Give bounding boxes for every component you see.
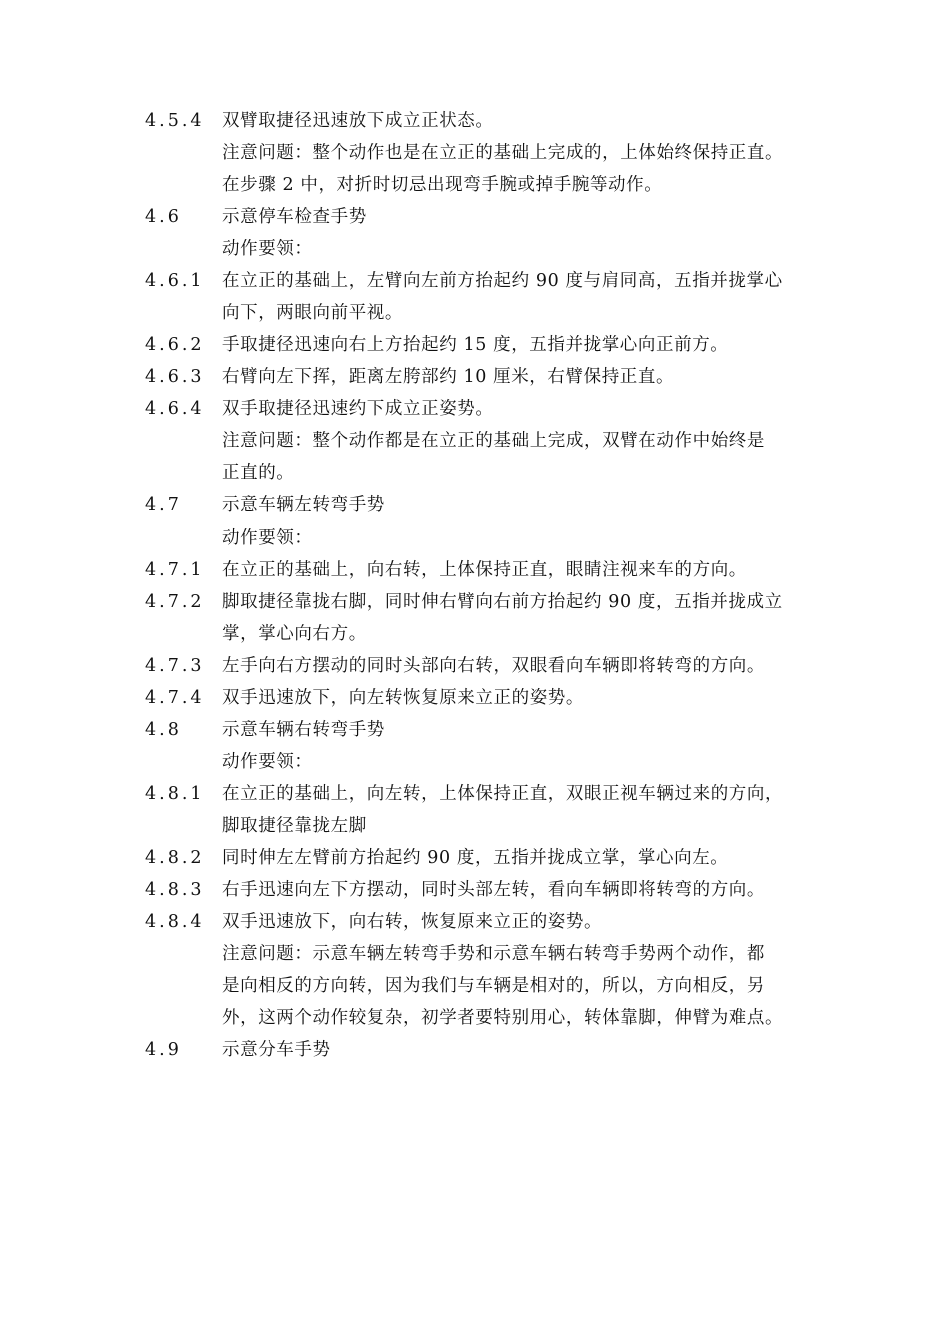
line-text: 示意车辆左转弯手势: [222, 495, 385, 516]
text-line: [0, 137, 950, 169]
section-number: 4.8.2: [145, 847, 205, 868]
line-text: 注意问题：整个动作都是在立正的基础上完成，双臂在动作中始终是: [222, 431, 765, 452]
section-number: 4.6.2: [145, 335, 205, 356]
section-number: 4.7.1: [145, 559, 205, 580]
line-text: 在立正的基础上，向左转，上体保持正直，双眼正视车辆过来的方向，: [222, 783, 784, 804]
text-line: [0, 457, 950, 489]
section-number: 4.9: [145, 1040, 182, 1061]
section-number: 4.6.4: [145, 399, 205, 420]
line-text: 同时伸左左臂前方抬起约 90 度，五指并拢成立掌，掌心向左。: [222, 847, 729, 868]
line-text: 向下，两眼向前平视。: [222, 303, 403, 324]
text-line: [0, 361, 950, 393]
line-text: 脚取捷径靠拢右脚，同时伸右臂向右前方抬起约 90 度，五指并拢成立: [222, 591, 783, 612]
line-text: 在立正的基础上，向右转，上体保持正直，眼睛注视来车的方向。: [222, 559, 747, 580]
line-text: 双手迅速放下，向左转恢复原来立正的姿势。: [222, 687, 584, 708]
section-number: 4.8: [145, 719, 182, 740]
line-text: 双手取捷径迅速约下成立正姿势。: [222, 399, 494, 420]
text-line: [0, 522, 950, 554]
text-line: [0, 810, 950, 842]
section-number: 4.8.4: [145, 912, 205, 932]
text-line: [0, 842, 950, 874]
text-line: [0, 682, 950, 714]
text-line: [0, 265, 950, 297]
line-text: 左手向右方摆动的同时头部向右转，双眼看向车辆即将转弯的方向。: [222, 655, 765, 676]
text-line: [0, 329, 950, 361]
line-text: 正直的。: [222, 463, 295, 484]
text-line: [0, 1002, 950, 1034]
line-text: 双臂取捷径迅速放下成立正状态。: [222, 111, 494, 131]
text-line: [0, 586, 950, 618]
section-number: 4.8.1: [145, 783, 205, 804]
text-line: [0, 650, 950, 682]
line-text: 动作要领：: [222, 239, 313, 260]
text-line: [0, 489, 950, 521]
text-line: [0, 201, 950, 233]
section-number: 4.7: [145, 495, 182, 516]
text-line: [0, 714, 950, 746]
text-line: [0, 393, 950, 425]
text-line: [0, 970, 950, 1002]
text-line: [0, 233, 950, 265]
text-line: [0, 778, 950, 810]
section-number: 4.6.3: [145, 367, 205, 388]
section-number: 4.6: [145, 207, 182, 228]
text-line: [0, 297, 950, 329]
line-text: 在步骤 2 中，对折时切忌出现弯手腕或掉手腕等动作。: [222, 175, 663, 196]
text-line: [0, 874, 950, 906]
text-line: [0, 746, 950, 778]
line-text: 注意问题：示意车辆左转弯手势和示意车辆右转弯手势两个动作，都: [222, 944, 765, 965]
text-line: [0, 906, 950, 938]
text-line: [0, 1034, 950, 1066]
line-text: 示意停车检查手势: [222, 207, 367, 228]
text-line: [0, 425, 950, 457]
line-text: 外，这两个动作较复杂，初学者要特别用心，转体靠脚，伸臂为难点。: [222, 1008, 784, 1029]
line-text: 双手迅速放下，向右转，恢复原来立正的姿势。: [222, 912, 603, 932]
section-number: 4.7.4: [145, 687, 205, 708]
line-text: 示意分车手势: [222, 1040, 331, 1061]
line-text: 示意车辆右转弯手势: [222, 719, 385, 740]
line-text: 动作要领：: [222, 527, 313, 548]
line-text: 掌，掌心向右方。: [222, 623, 367, 644]
section-number: 4.6.1: [145, 271, 205, 292]
line-text: 右手迅速向左下方摆动，同时头部左转，看向车辆即将转弯的方向。: [222, 879, 765, 900]
text-line: [0, 105, 950, 137]
line-text: 注意问题：整个动作也是在立正的基础上完成的，上体始终保持正直。: [222, 143, 784, 164]
line-text: 动作要领：: [222, 751, 313, 772]
section-number: 4.8.3: [145, 879, 205, 900]
line-text: 脚取捷径靠拢左脚: [222, 815, 367, 836]
line-text: 在立正的基础上，左臂向左前方抬起约 90 度与肩同高，五指并拢掌心: [222, 271, 783, 292]
section-number: 4.7.3: [145, 655, 205, 676]
line-text: 是向相反的方向转，因为我们与车辆是相对的，所以，方向相反，另: [222, 976, 765, 997]
line-text: 手取捷径迅速向右上方抬起约 15 度，五指并拢掌心向正前方。: [222, 335, 729, 356]
section-number: 4.7.2: [145, 591, 205, 612]
text-line: [0, 618, 950, 650]
line-text: 右臂向左下挥，距离左胯部约 10 厘米，右臂保持正直。: [222, 367, 675, 388]
text-line: [0, 938, 950, 970]
section-number: 4.5.4: [145, 111, 205, 131]
text-line: [0, 169, 950, 201]
text-line: [0, 554, 950, 586]
